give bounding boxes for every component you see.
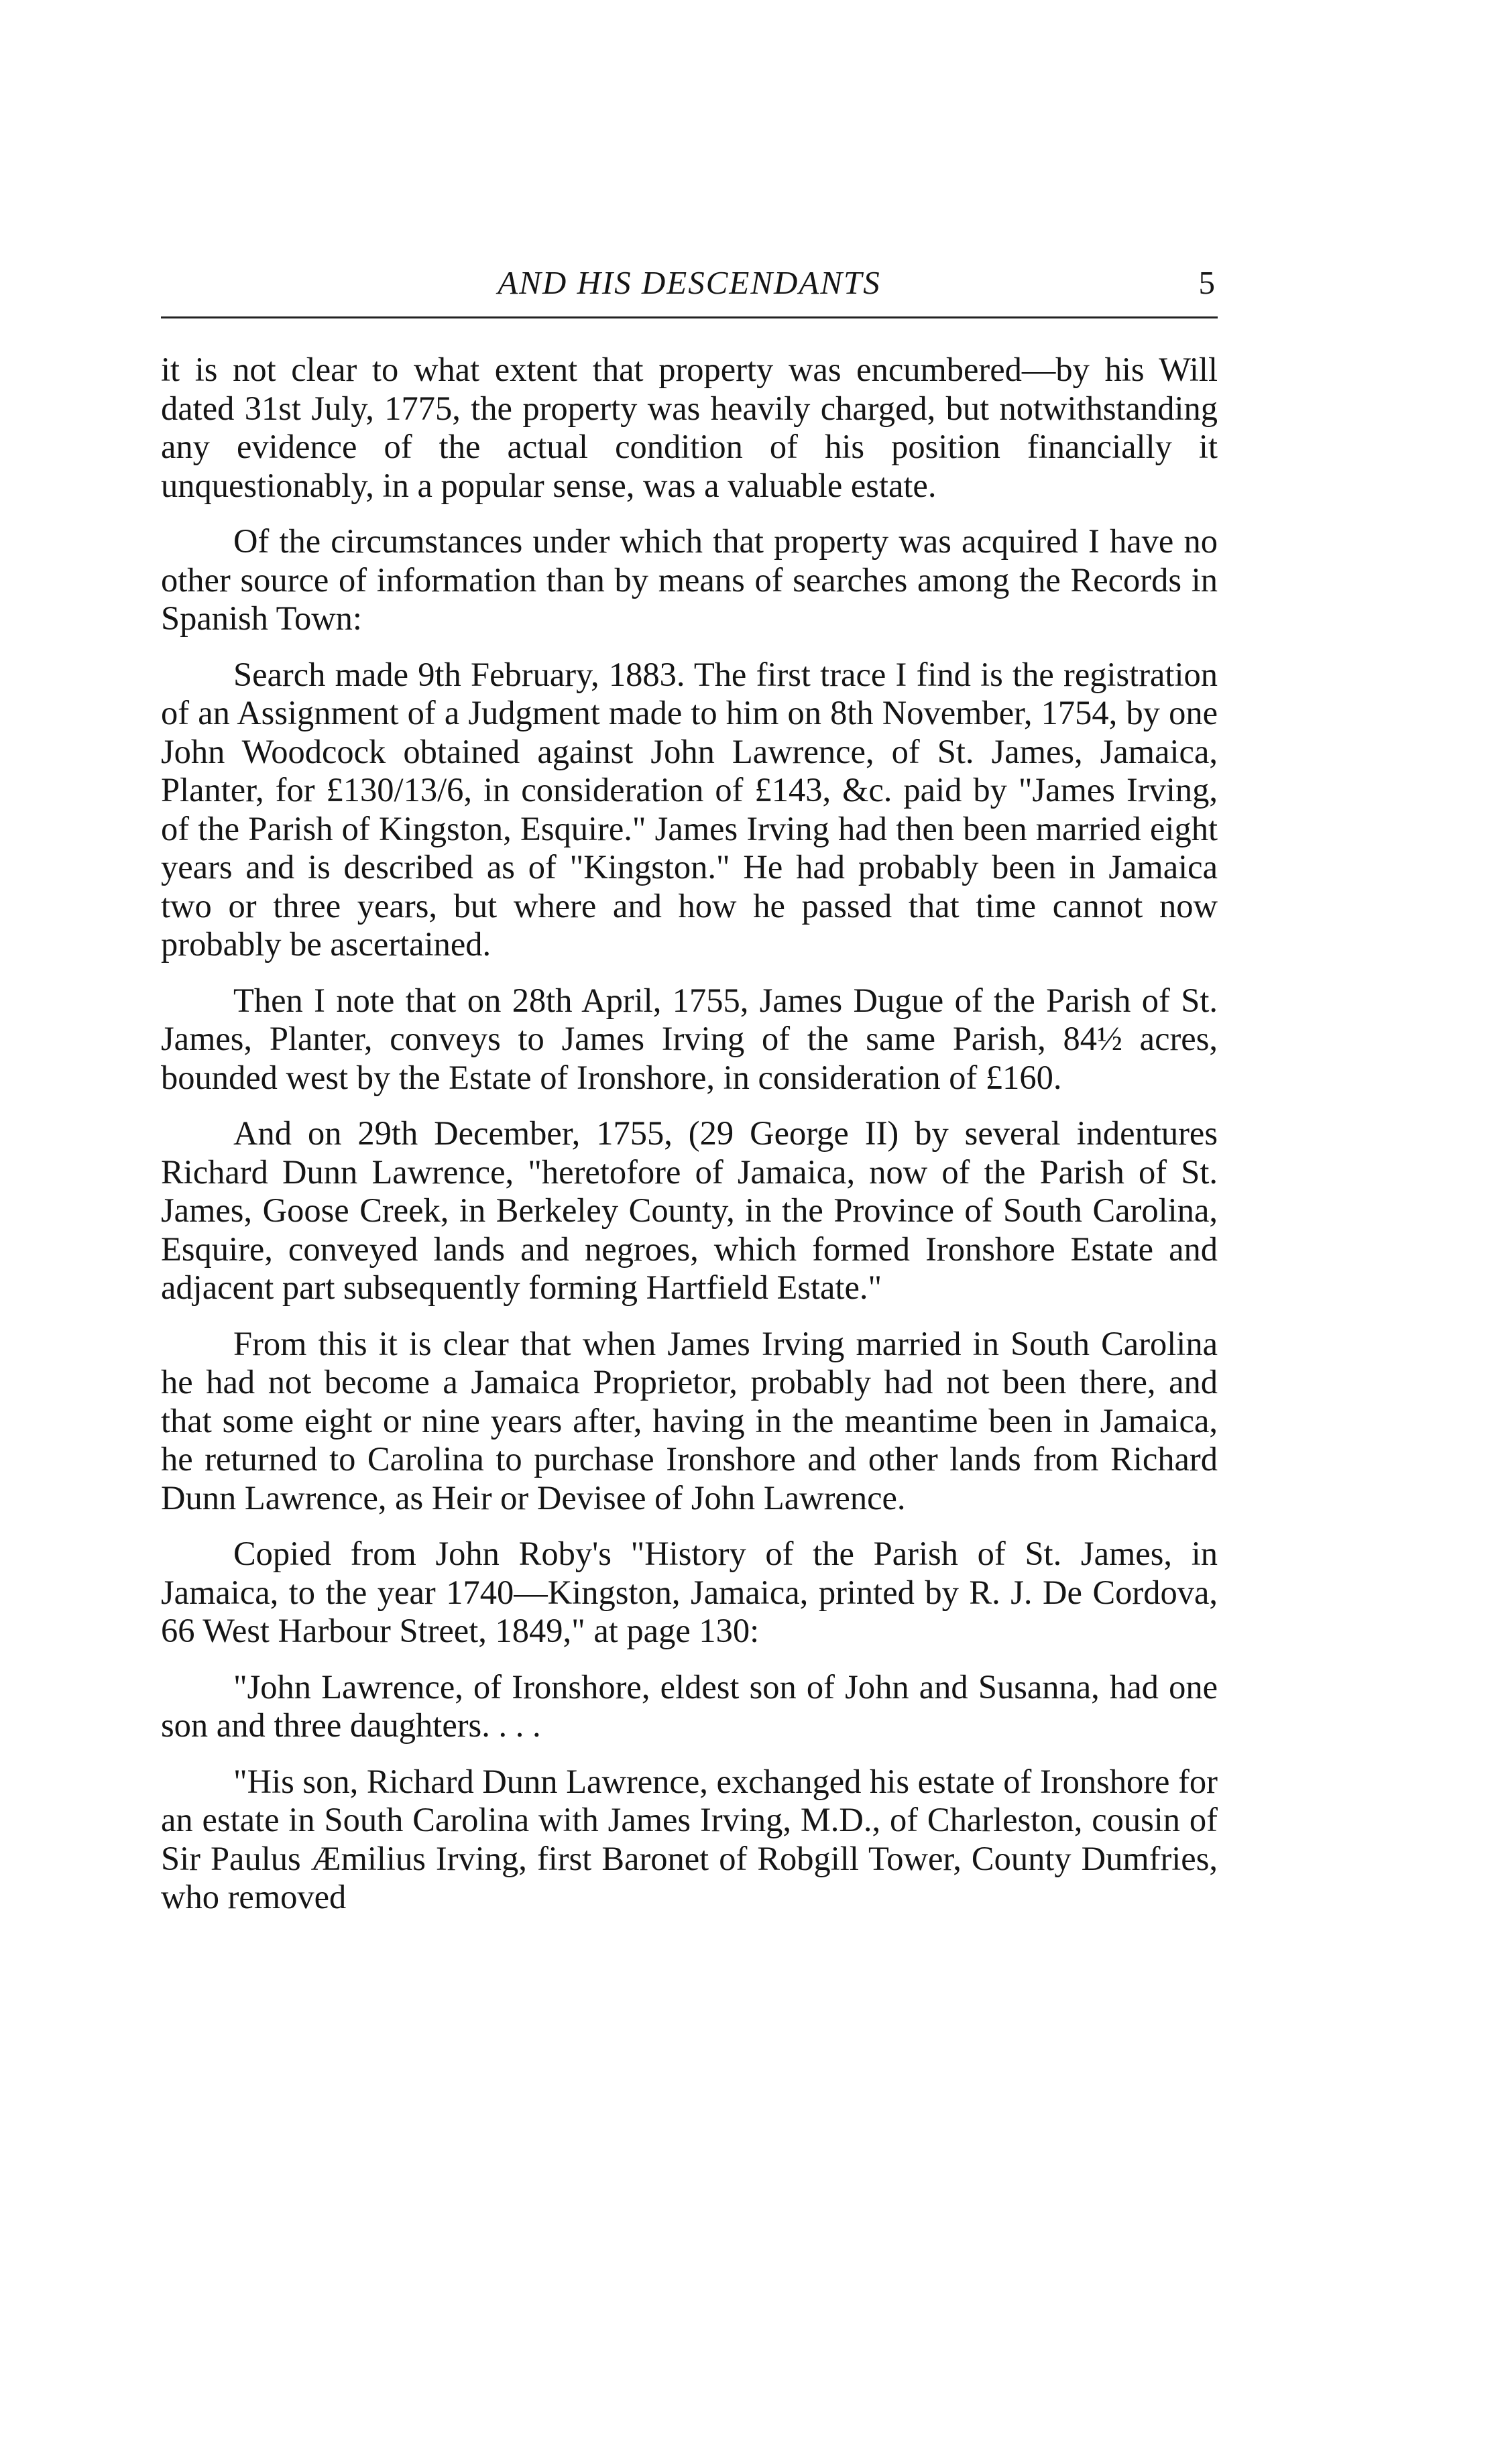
paragraph: And on 29th December, 1755, (29 George II) by several indentures Richard Dunn Lawrence, "heretofore of Jamaica, now of the Parish of St. James, Goose Creek, in Berkeley County, in the Province of South Carolina, Esquire, conveyed lands and negroes, which formed Ironshore Estate and adjacent part subsequently forming Hartfield Estate."	[161, 1114, 1218, 1306]
quoted-paragraph: "John Lawrence, of Ironshore, eldest son of John and Susanna, had one son and three daughters. . . .	[161, 1667, 1218, 1744]
paragraph: From this it is clear that when James Irving married in South Carolina he had not become a Jamaica Proprietor, probably had not been there, and that some eight or nine years after, having in the meantime been in Jamaica, he returned to Carolina to purchase Ironshore and other lands from Richard Dunn Lawrence, as Heir or Devisee of John Lawrence.	[161, 1324, 1218, 1517]
paragraph: Search made 9th February, 1883. The first trace I find is the registration of an Assignment of a Judgment made to him on 8th November, 1754, by one John Woodcock obtained against John Lawrence, of St. James, Jamaica, Planter, for £130/13/6, in consideration of £143, &c. paid by "James Irving, of the Parish of Kingston, Esquire." James Irving had then been married eight years and is described as of "Kingston." He had probably been in Jamaica two or three years, but where and how he passed that time cannot now probably be ascertained.	[161, 655, 1218, 963]
running-title: AND HIS DESCENDANTS	[498, 264, 881, 301]
quoted-paragraph: "His son, Richard Dunn Lawrence, exchanged his estate of Ironshore for an estate in South Carolina with James Irving, M.D., of Charleston, cousin of Sir Paulus Æmilius Irving, first Baronet of Robgill Tower, County Dumfries, who removed	[161, 1762, 1218, 1916]
paragraph: Of the circumstances under which that property was acquired I have no other source of information than by means of searches among the Records in Spanish Town:	[161, 522, 1218, 637]
paragraph: Copied from John Roby's "History of the Parish of St. James, in Jamaica, to the year 1740—Kingston, Jamaica, printed by R. J. De Cordova, 66 West Harbour Street, 1849," at page 130:	[161, 1535, 1218, 1649]
paragraph: Then I note that on 28th April, 1755, James Dugue of the Parish of St. James, Planter, conveys to James Irving of the same Parish, 84½ acres, bounded west by the Estate of Ironshore, in consideration of £160.	[161, 981, 1218, 1096]
paragraph-continued: it is not clear to what extent that property was encumbered—by his Will dated 31st July, 1775, the property was heavily charged, but notwithstanding any evidence of the actual condition of his position financially it unquestionably, in a popular sense, was a valuable estate.	[161, 351, 1218, 504]
page-number: 5	[1198, 264, 1215, 301]
header-rule	[161, 316, 1218, 318]
body-text	[161, 351, 1218, 1917]
book-page	[161, 263, 1218, 1934]
running-header	[161, 263, 1218, 310]
